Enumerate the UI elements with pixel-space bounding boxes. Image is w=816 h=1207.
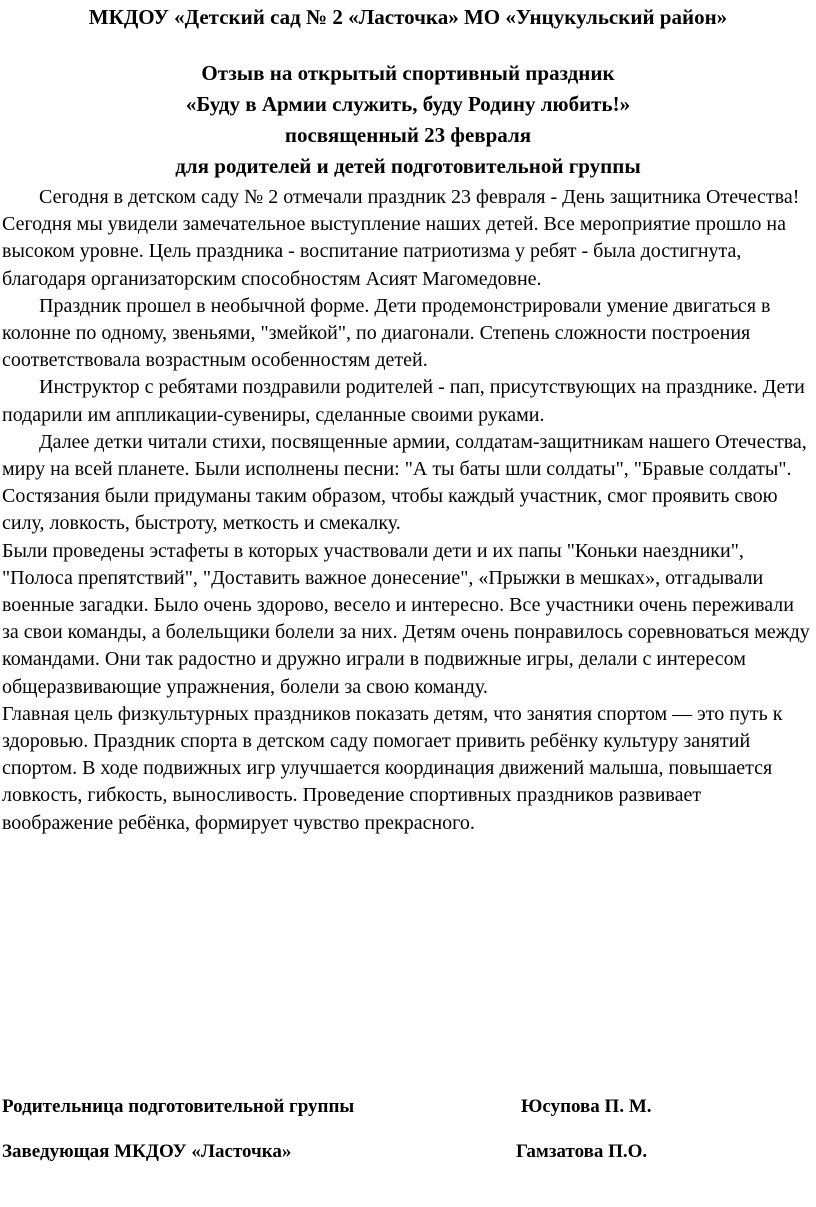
signature-line	[2, 1092, 814, 1122]
document-body	[2, 184, 814, 837]
document-title	[0, 58, 816, 182]
signature-name: Юсупова П. М.	[521, 1096, 652, 1117]
body-paragraph: Сегодня в детском саду № 2 отмечали праздник 23 февраля - День защитника Отечества! Сегодня мы увидели замечательное выступление наших детей. Все мероприятие прошло на высоком уровне. Цель праздника - воспитание патриотизма у ребят - была достигнута, благодаря организаторским способностям Асият Магомедовне.	[2, 186, 800, 290]
body-paragraph: Были проведены эстафеты в которых участвовали дети и их папы "Коньки наездники", "Полоса препятствий", "Доставить важное донесение", «Прыжки в мешках», отгадывали военные загадки. Было очень здорово, весело и интересно. Все участники очень переживали за свои команды, а болельщики болели за них. Детям очень понравилось соревноваться между командами. Они так радостно и дружно играли в подвижные игры, делали с интересом общеразвивающие упражнения, болели за свою команду.	[2, 539, 810, 698]
title-line: «Буду в Армии служить, буду Родину любить!»	[185, 92, 631, 116]
body-paragraph: Главная цель физкультурных праздников показать детям, что занятия спортом — это путь к здоровью. Праздник спорта в детском саду помогает привить ребёнку культуру занятий спортом. В ходе подвижных игр улучшается координация движений малыша, повышается ловкость, гибкость, выносливость. Проведение спортивных праздников развивает воображение ребёнка, формирует чувство прекрасного.	[2, 702, 783, 834]
title-line: для родителей и детей подготовительной группы	[175, 154, 641, 178]
title-line: Отзыв на открытый спортивный праздник	[201, 61, 615, 85]
signature-name: Гамзатова П.О.	[516, 1141, 648, 1162]
signature-role: Родительница подготовительной группы	[2, 1096, 355, 1117]
body-paragraph: Праздник прошел в необычной форме. Дети продемонстрировали умение двигаться в колонне по одному, звеньями, "змейкой", по диагонали. Степень сложности построения соответствовала возрастным особенностям детей.	[2, 294, 771, 372]
signature-line	[2, 1137, 814, 1167]
title-line: посвященный 23 февраля	[284, 123, 532, 147]
body-paragraph: Состязания были придуманы таким образом, чтобы каждый участник, смог проявить свою силу, ловкость, быстроту, меткость и смекалку.	[2, 485, 778, 535]
body-paragraph: Далее детки читали стихи, посвященные армии, солдатам-защитникам нашего Отечества, миру на всей планете. Были исполнены песни: "А ты баты шли солдаты", "Бравые солдаты".	[2, 430, 807, 481]
signature-role: Заведующая МКДОУ «Ласточка»	[2, 1141, 292, 1162]
organization-header: МКДОУ «Детский сад № 2 «Ласточка» МО «Унцукульский район»	[88, 5, 728, 29]
body-paragraph: Инструктор с ребятами поздравили родителей - пап, присутствующих на празднике. Дети подарили им аппликации-сувениры, сделанные своими руками.	[2, 376, 805, 426]
